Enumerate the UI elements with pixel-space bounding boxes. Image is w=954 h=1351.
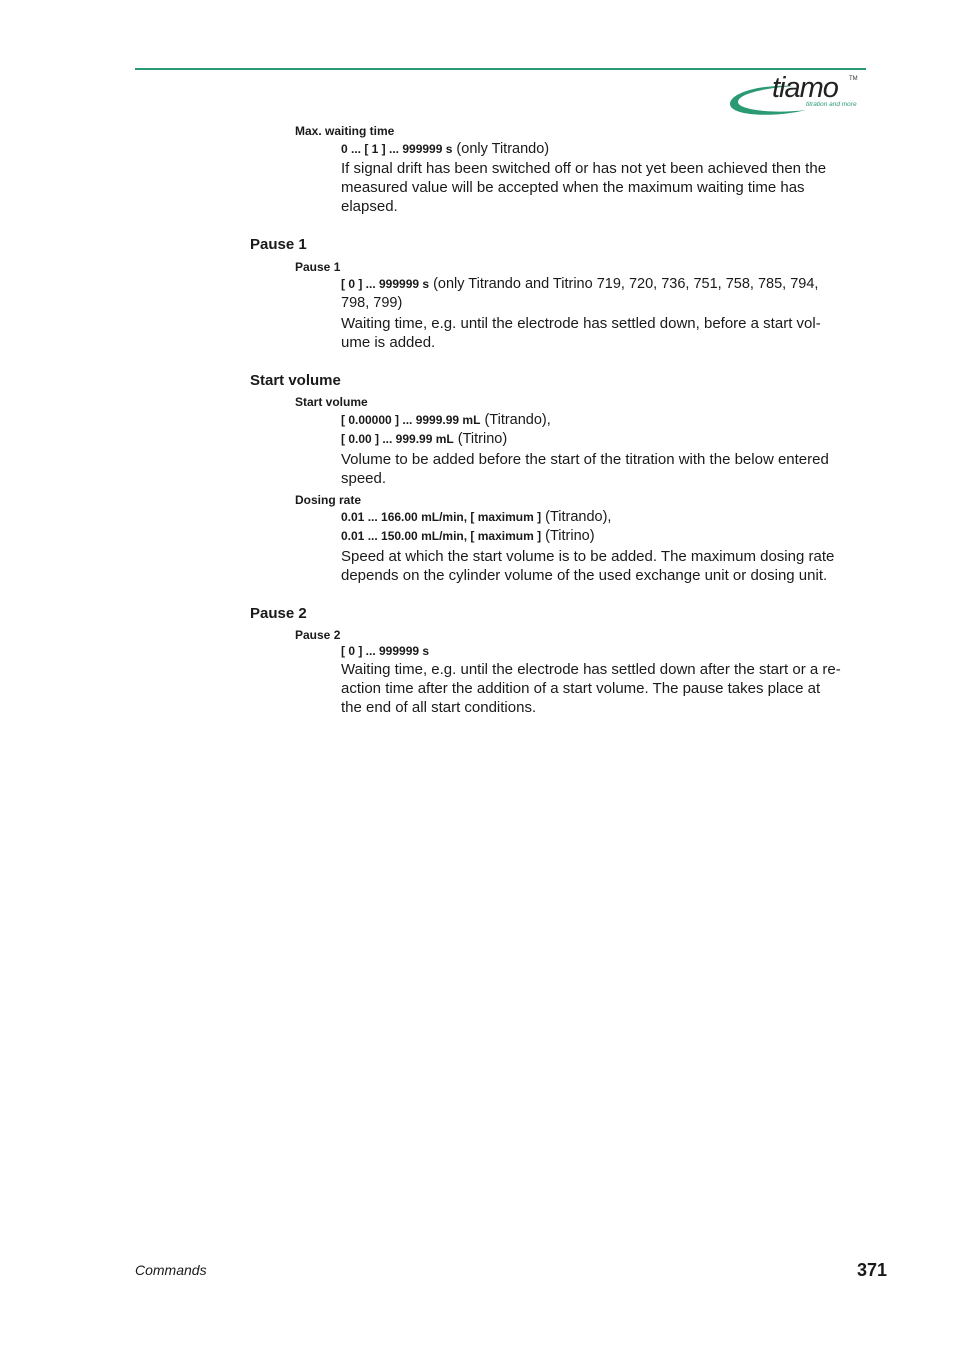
range-max-waiting-time	[341, 141, 549, 157]
param-dosing-rate: Dosing rate	[295, 493, 362, 507]
range-pause-2	[341, 643, 429, 659]
desc-max-waiting-time	[341, 159, 826, 216]
range-start-volume-titrino	[341, 431, 507, 447]
range-pause-1-cont: 798, 799)	[341, 295, 403, 311]
desc-line: measured value will be accepted when the maximum waiting time has	[341, 179, 805, 196]
range-note: (Titrino)	[453, 431, 508, 447]
range-value: [ 0.00000 ] ... 9999.99 mL	[341, 413, 481, 427]
heading-pause-1: Pause 1	[250, 236, 307, 253]
heading-start-volume: Start volume	[250, 372, 341, 389]
range-note: (Titrino)	[541, 528, 595, 544]
range-value: [ 0.00 ] ... 999.99 mL	[341, 432, 454, 446]
param-pause-1: Pause 1	[295, 260, 341, 274]
desc-line: If signal drift has been switched off or has not yet been achieved then the	[341, 160, 827, 177]
desc-line: Speed at which the start volume is to be added. The maximum dosing rate	[341, 548, 835, 565]
param-max-waiting-time: Max. waiting time	[295, 124, 395, 138]
range-start-volume-titrando	[341, 412, 551, 428]
desc-pause-1	[341, 314, 821, 352]
logo-tagline: titration and more	[806, 101, 857, 108]
range-value: [ 0 ] ... 999999 s	[341, 277, 430, 291]
param-pause-2: Pause 2	[295, 628, 341, 642]
range-note: (only Titrando and Titrino 719, 720, 736, 751, 758, 785, 794,	[429, 276, 819, 292]
range-value: [ 0 ] ... 999999 s	[341, 644, 430, 658]
heading-pause-2: Pause 2	[250, 605, 307, 622]
page-number: 371	[857, 1260, 888, 1280]
tiamo-logo	[724, 70, 874, 118]
range-dosing-rate-titrando	[341, 509, 611, 525]
desc-line: speed.	[341, 470, 387, 487]
desc-line: ume is added.	[341, 334, 436, 351]
footer-section-name: Commands	[135, 1262, 207, 1278]
desc-line: Volume to be added before the start of the titration with the below entered	[341, 451, 829, 468]
desc-pause-2	[341, 660, 841, 717]
range-pause-1	[341, 276, 818, 292]
logo-wordmark: tiamo	[772, 72, 838, 104]
desc-line: the end of all start conditions.	[341, 699, 537, 716]
desc-line: elapsed.	[341, 198, 398, 215]
range-dosing-rate-titrino	[341, 528, 595, 544]
param-start-volume: Start volume	[295, 395, 368, 409]
logo-trademark: TM	[849, 76, 858, 82]
desc-line: Waiting time, e.g. until the electrode has settled down after the start or a re-	[341, 661, 841, 678]
range-note: (Titrando),	[541, 509, 612, 525]
range-value: 0.01 ... 166.00 mL/min, [ maximum ]	[341, 510, 542, 524]
desc-line: Waiting time, e.g. until the electrode has settled down, before a start vol-	[341, 315, 821, 332]
range-note: (only Titrando)	[452, 141, 550, 157]
desc-line: action time after the addition of a start volume. The pause takes place at	[341, 680, 821, 697]
range-value: 0 ... [ 1 ] ... 999999 s	[341, 142, 453, 156]
range-value: 0.01 ... 150.00 mL/min, [ maximum ]	[341, 529, 542, 543]
desc-dosing-rate	[341, 547, 834, 585]
desc-line: depends on the cylinder volume of the used exchange unit or dosing unit.	[341, 567, 828, 584]
range-note: (Titrando),	[480, 412, 551, 428]
desc-start-volume	[341, 450, 829, 488]
